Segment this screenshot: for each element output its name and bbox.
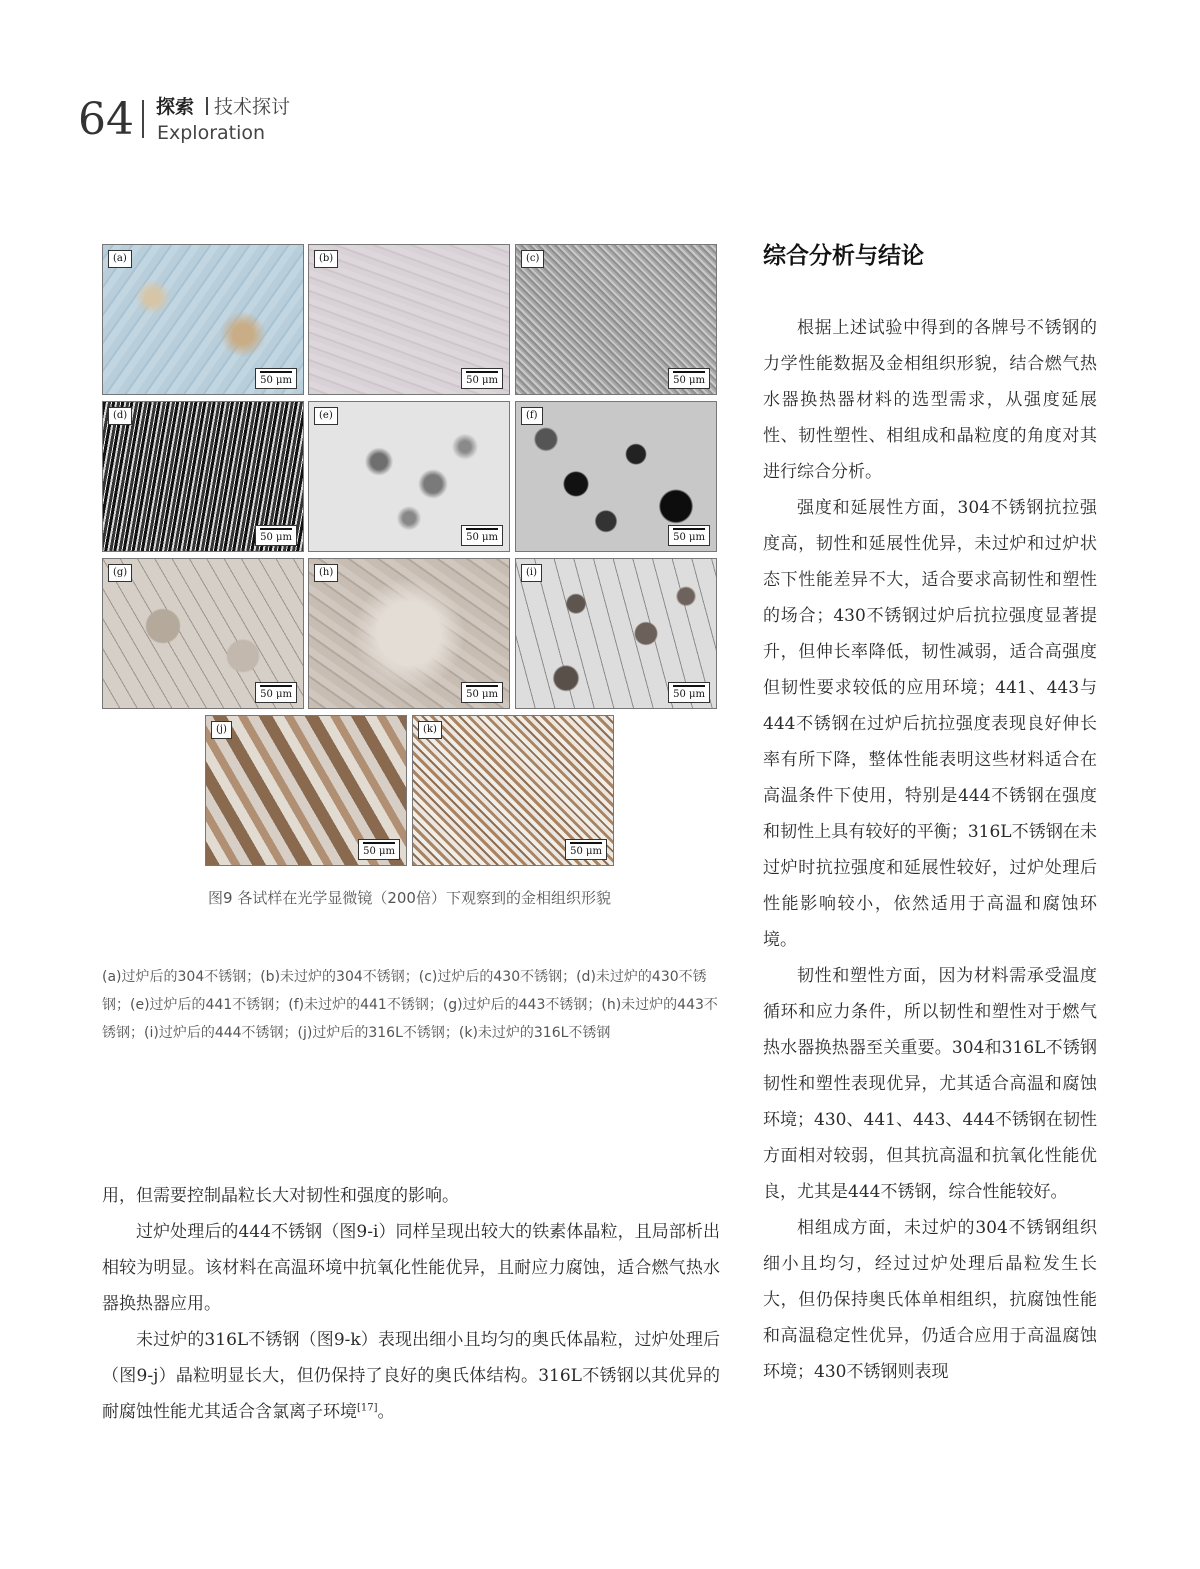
micrograph-panel-j xyxy=(205,715,407,866)
micrograph-figure xyxy=(102,244,717,868)
scale-bar: 50 μm xyxy=(358,839,400,860)
right-body-text xyxy=(763,310,1097,1390)
panel-label: (h) xyxy=(314,564,338,582)
citation-ref: [17] xyxy=(357,1402,378,1414)
micrograph-panel-i xyxy=(515,558,717,709)
paragraph-end: 。 xyxy=(377,1402,395,1422)
panel-label: (d) xyxy=(108,407,132,425)
figure-caption: 图9 各试样在光学显微镜（200倍）下观察到的金相组织形貌 xyxy=(208,889,611,907)
scale-bar: 50 μm xyxy=(461,525,503,546)
figure-legend: (a)过炉后的304不锈钢；(b)未过炉的304不锈钢；(c)过炉后的430不锈钢；(d)未过炉的430不锈钢；(e)过炉后的441不锈钢；(f)未过炉的441不锈钢；(g)过炉后的443不锈钢；(h)未过炉的443不锈钢；(i)过炉后的444不锈钢；(j)过炉后的316L不锈钢；(k)未过炉的316L不锈钢 xyxy=(102,969,718,1041)
panel-label: (i) xyxy=(521,564,542,582)
panel-label: (f) xyxy=(521,407,543,425)
panel-label: (g) xyxy=(108,564,132,582)
panel-label: (j) xyxy=(211,721,232,739)
micrograph-panel-c xyxy=(515,244,717,395)
section-title: 综合分析与结论 xyxy=(763,243,924,269)
header-divider xyxy=(142,100,144,138)
scale-bar: 50 μm xyxy=(668,525,710,546)
micrograph-panel-g xyxy=(102,558,304,709)
panel-label: (b) xyxy=(314,250,338,268)
scale-bar: 50 μm xyxy=(255,525,297,546)
panel-label: (e) xyxy=(314,407,338,425)
section-name-en: Exploration xyxy=(157,122,266,144)
subsection-name: 技术探讨 xyxy=(214,96,291,118)
paragraph: 韧性和塑性方面，因为材料需承受温度循环和应力条件，所以韧性和塑性对于燃气热水器换热器至关重要。304和316L不锈钢韧性和塑性表现优异，尤其适合高温和腐蚀环境；430、441、443、444不锈钢在韧性方面相对较弱，但其抗高温和抗氧化性能优良，尤其是444不锈钢，综合性能较好。 xyxy=(763,966,1097,1202)
header-section-cn xyxy=(156,95,290,119)
panel-label: (c) xyxy=(521,250,544,268)
panel-label: (a) xyxy=(108,250,132,268)
paragraph: 相组成方面，未过炉的304不锈钢组织细小且均匀，经过过炉处理后晶粒发生长大，但仍保持奥氏体单相组织，抗腐蚀性能和高温稳定性优异，仍适合应用于高温腐蚀环境；430不锈钢则表现 xyxy=(763,1218,1097,1382)
left-body-text xyxy=(102,1178,720,1430)
header-separator xyxy=(206,97,208,115)
page-number: 64 xyxy=(78,94,134,145)
paragraph: 强度和延展性方面，304不锈钢抗拉强度高，韧性和延展性优异，未过炉和过炉状态下性能差异不大，适合要求高韧性和塑性的场合；430不锈钢过炉后抗拉强度显著提升，但伸长率降低，韧性减弱，适合高强度但韧性要求较低的应用环境；441、443与444不锈钢在过炉后抗拉强度表现良好伸长率有所下降，整体性能表明这些材料适合在高温条件下使用，特别是444不锈钢在强度和韧性上具有较好的平衡；316L不锈钢在未过炉时抗拉强度和延展性较好，过炉处理后性能影响较小，依然适用于高温和腐蚀环境。 xyxy=(763,498,1097,950)
paragraph xyxy=(102,1322,720,1430)
scale-bar: 50 μm xyxy=(255,368,297,389)
paragraph-text: 未过炉的316L不锈钢（图9-k）表现出细小且均匀的奥氏体晶粒，过炉处理后（图9-j）晶粒明显长大，但仍保持了良好的奥氏体结构。316L不锈钢以其优异的耐腐蚀性能尤其适合含氯离子环境 xyxy=(102,1330,720,1422)
paragraph: 根据上述试验中得到的各牌号不锈钢的力学性能数据及金相组织形貌，结合燃气热水器换热器材料的选型需求，从强度延展性、韧性塑性、相组成和晶粒度的角度对其进行综合分析。 xyxy=(763,318,1097,482)
paragraph: 过炉处理后的444不锈钢（图9-i）同样呈现出较大的铁素体晶粒，且局部析出相较为明显。该材料在高温环境中抗氧化性能优异，且耐应力腐蚀，适合燃气热水器换热器应用。 xyxy=(102,1222,720,1314)
scale-bar: 50 μm xyxy=(461,682,503,703)
micrograph-panel-f xyxy=(515,401,717,552)
scale-bar: 50 μm xyxy=(461,368,503,389)
section-name: 探索 xyxy=(156,96,195,118)
micrograph-panel-a xyxy=(102,244,304,395)
micrograph-panel-h xyxy=(308,558,510,709)
scale-bar: 50 μm xyxy=(565,839,607,860)
micrograph-panel-d xyxy=(102,401,304,552)
scale-bar: 50 μm xyxy=(668,682,710,703)
micrograph-panel-k xyxy=(412,715,614,866)
micrograph-panel-b xyxy=(308,244,510,395)
paragraph: 用，但需要控制晶粒长大对韧性和强度的影响。 xyxy=(102,1186,459,1206)
panel-label: (k) xyxy=(418,721,442,739)
scale-bar: 50 μm xyxy=(668,368,710,389)
micrograph-panel-e xyxy=(308,401,510,552)
scale-bar: 50 μm xyxy=(255,682,297,703)
